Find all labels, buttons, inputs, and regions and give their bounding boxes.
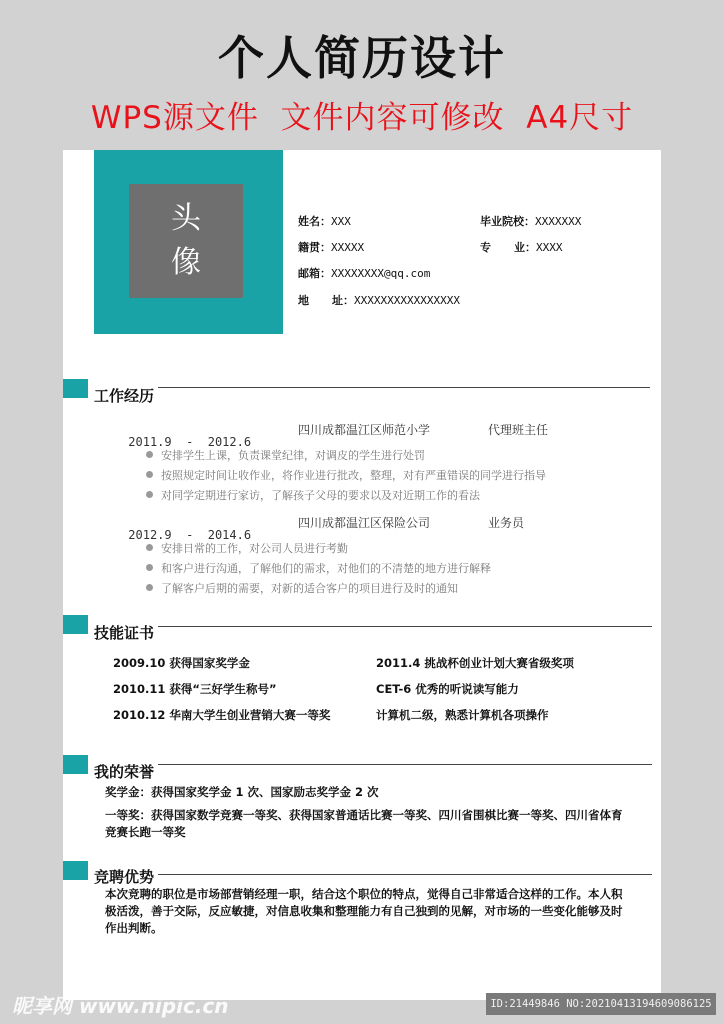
skills-section-marker <box>63 615 88 634</box>
cert-item: 2010.12 华南大学生创业营销大赛一等奖 <box>113 708 331 722</box>
major-label: 专 业： <box>480 241 536 254</box>
email-value: XXXXXXXX@qq.com <box>331 267 431 280</box>
info-name <box>298 213 351 229</box>
photo-text-line1: 头 <box>171 201 201 236</box>
job-1-duty: 安排学生上课，负责课堂纪律，对调皮的学生进行处罚 <box>146 447 425 463</box>
honors-scholarship: 奖学金：获得国家奖学金 1 次、国家励志奖学金 2 次 <box>105 785 379 799</box>
job-1-date: 2011.9 - 2012.6 <box>128 435 252 449</box>
advantage-section-marker <box>63 861 88 880</box>
job-2-duty: 了解客户后期的需要，对新的适合客户的项目进行及时的通知 <box>146 580 458 596</box>
work-section-title: 工作经历 <box>94 387 155 405</box>
work-section-marker <box>63 379 88 398</box>
cert-item: 2010.11 获得“三好学生称号” <box>113 682 277 696</box>
info-school <box>480 213 581 229</box>
honors-section-marker <box>63 755 88 774</box>
honors-section-rule <box>158 764 652 765</box>
school-label: 毕业院校： <box>480 215 535 228</box>
advantage-text: 本次竞聘的职位是市场部营销经理一职，结合这个职位的特点，觉得自己非常适合这样的工作。本人积极活泼，善于交际，反应敏捷，对信息收集和整理能力有自己独到的见解，对市场的一些变化能够及时作出判断。 <box>105 887 623 935</box>
address-label: 地 址： <box>298 294 354 307</box>
address-value: XXXXXXXXXXXXXXXX <box>353 294 460 307</box>
job-2-date: 2012.9 - 2014.6 <box>128 528 252 542</box>
cert-item: 计算机二级，熟悉计算机各项操作 <box>376 708 549 722</box>
job-1-duty: 按照规定时间让收作业，将作业进行批改，整理，对有严重错误的同学进行指导 <box>146 467 546 483</box>
advantage-section-title: 竞聘优势 <box>94 868 155 886</box>
job-2-duty: 和客户进行沟通，了解他们的需求，对他们的不清楚的地方进行解释 <box>146 560 491 576</box>
name-value: XXX <box>331 215 351 228</box>
watermark-id: ID:21449846 NO:20210413194609086125 <box>486 993 716 1015</box>
job-2-duty: 安排日常的工作，对公司人员进行考勤 <box>146 540 348 556</box>
advantage-section-rule <box>158 874 652 875</box>
job-2-company: 四川成都温江区保险公司 <box>298 516 431 530</box>
skills-section-title: 技能证书 <box>94 624 155 642</box>
info-address <box>298 292 460 308</box>
work-section-rule <box>158 387 650 388</box>
school-value: XXXXXXX <box>535 215 582 228</box>
name-label: 姓名： <box>298 215 331 228</box>
job-1-duty: 对同学定期进行家访，了解孩子父母的要求以及对近期工作的看法 <box>146 487 480 503</box>
skills-section-rule <box>158 626 652 627</box>
job-1-role: 代理班主任 <box>488 423 549 437</box>
email-label: 邮箱： <box>298 267 331 280</box>
info-email <box>298 265 430 281</box>
cert-item: CET-6 优秀的听说读写能力 <box>376 682 519 696</box>
origin-label: 籍贯： <box>298 241 331 254</box>
photo-text-line2: 像 <box>171 245 201 280</box>
resume-page <box>63 150 661 1000</box>
photo-placeholder <box>129 184 243 298</box>
origin-value: XXXXX <box>331 241 365 254</box>
major-value: XXXX <box>535 241 563 254</box>
banner-subtitle: WPS源文件 文件内容可修改 A4尺寸 <box>90 100 634 136</box>
job-2-role: 业务员 <box>488 516 525 530</box>
info-origin <box>298 239 364 255</box>
cert-item: 2011.4 挑战杯创业计划大赛省级奖项 <box>376 656 574 670</box>
honors-awards: 一等奖：获得国家数学竞赛一等奖、获得国家普通话比赛一等奖、四川省围棋比赛一等奖、四川省体育竞赛长跑一等奖 <box>105 808 623 839</box>
job-1-company: 四川成都温江区师范小学 <box>298 423 431 437</box>
cert-item: 2009.10 获得国家奖学金 <box>113 656 250 670</box>
honors-section-title: 我的荣誉 <box>94 763 155 781</box>
watermark-logo: 昵享网 www.nipic.cn <box>12 994 229 1018</box>
info-major <box>480 239 562 255</box>
banner-title: 个人简历设计 <box>218 31 506 85</box>
